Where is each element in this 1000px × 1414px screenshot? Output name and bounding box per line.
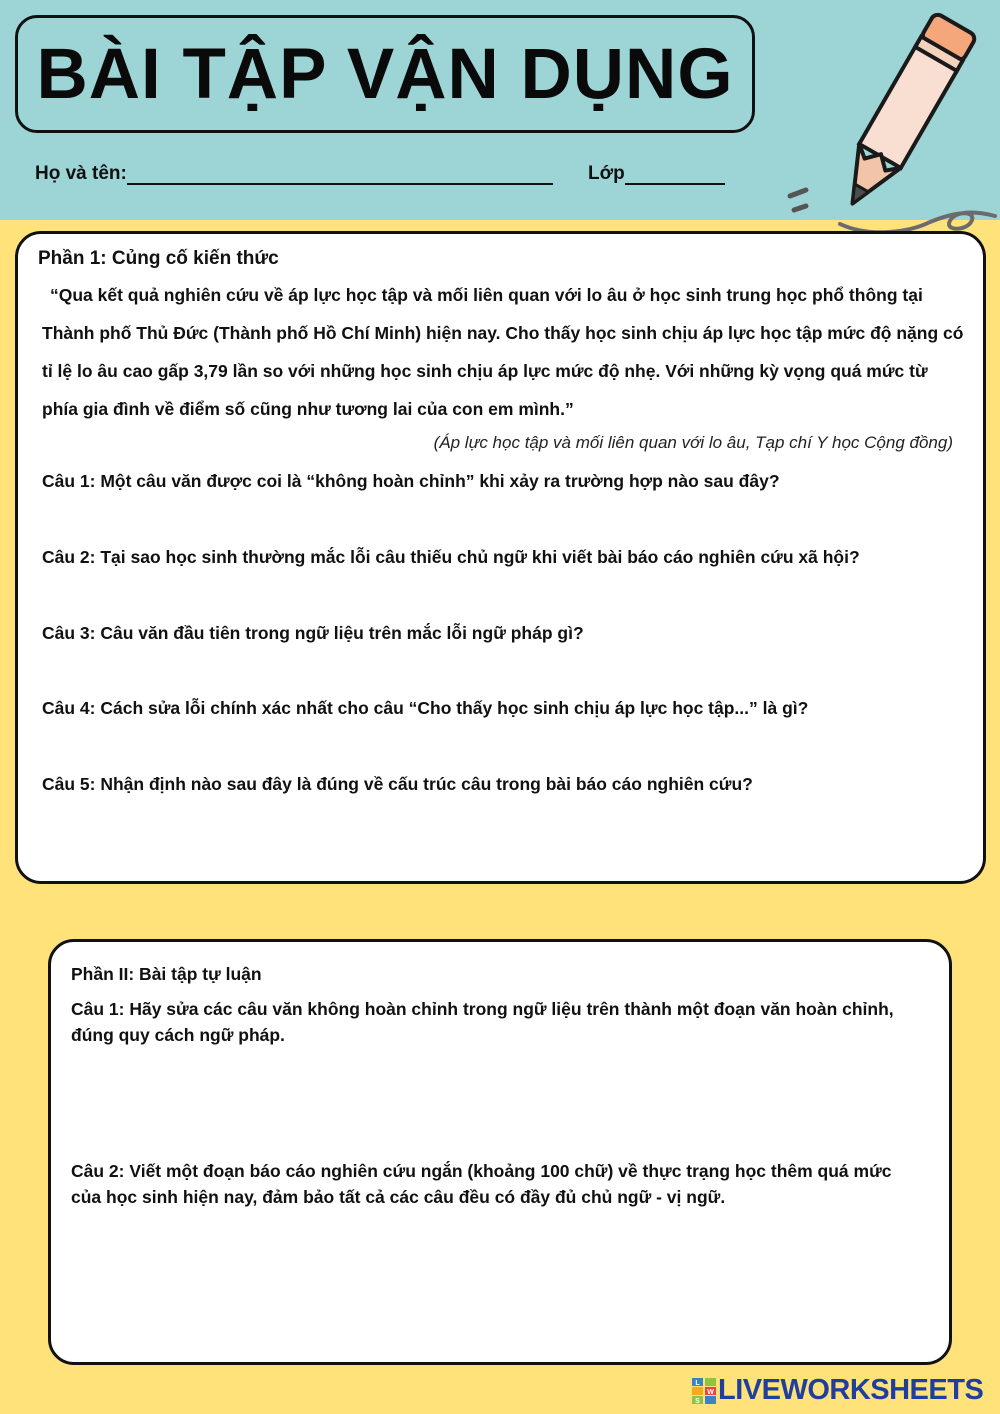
name-blank-line: [127, 165, 553, 185]
class-blank-line: [625, 165, 725, 185]
pencil-spark-2: [794, 206, 806, 210]
question-4: Câu 4: Cách sửa lỗi chính xác nhất cho câu “Cho thấy học sinh chịu áp lực học tập...” là gì?: [42, 698, 809, 718]
pencil-scribble: [840, 213, 995, 233]
class-label: Lớp: [588, 163, 625, 184]
part2-title: Phần II: Bài tập tự luận: [71, 964, 262, 984]
question-1: Câu 1: Một câu văn được coi là “không hoàn chỉnh” khi xảy ra trường hợp nào sau đây?: [42, 471, 780, 491]
pencil-icon: [780, 10, 1000, 245]
logo-letter-w: W: [707, 1388, 714, 1396]
part1-card: [15, 231, 986, 884]
title-box: [15, 15, 755, 133]
pencil-body: [832, 12, 977, 215]
logo-letter-s: S: [695, 1397, 700, 1404]
source-quote: “Qua kết quả nghiên cứu về áp lực học tập và mối liên quan với lo âu ở học sinh trung học phổ thông tại Thành phố Thủ Đức (Thành phố Hồ Chí Minh) hiện nay. Cho thấy học sinh chịu áp lực học tập mức độ nặng có tỉ lệ lo âu cao gấp 3,79 lần so với những học sinh chịu áp lực mức độ nhẹ. Với những kỳ vọng quá mức từ phía gia đình về điểm số cũng như tương lai của con em mình.”: [42, 285, 964, 419]
liveworksheets-brand: [692, 1374, 983, 1407]
question-3: Câu 3: Câu văn đầu tiên trong ngữ liệu trên mắc lỗi ngữ pháp gì?: [42, 623, 584, 643]
name-field-row: [35, 163, 553, 185]
part1-title: Phần 1: Củng cố kiến thức: [38, 248, 279, 269]
brand-text: LIVEWORKSHEETS: [718, 1374, 984, 1406]
logo-letter-l: L: [695, 1379, 700, 1387]
essay-question-2: Câu 2: Viết một đoạn báo cáo nghiên cứu ngắn (khoảng 100 chữ) về thực trạng học thêm quá mức của học sinh hiện nay, đảm bảo tất cả các câu đều có đầy đủ chủ ngữ - vị ngữ.: [71, 1161, 892, 1207]
class-field-row: [588, 163, 725, 185]
name-label: Họ và tên:: [35, 163, 127, 184]
part2-card: [48, 939, 952, 1365]
question-5: Câu 5: Nhận định nào sau đây là đúng về cấu trúc câu trong bài báo cáo nghiên cứu?: [42, 774, 753, 794]
question-2: Câu 2: Tại sao học sinh thường mắc lỗi câu thiếu chủ ngữ khi viết bài báo cáo nghiên cứu xã hội?: [42, 547, 860, 567]
quote-citation: (Áp lực học tập và mối liên quan với lo âu, Tạp chí Y học Cộng đồng): [433, 433, 953, 452]
page-title: BÀI TẬP VẬN DỤNG: [36, 34, 734, 114]
essay-question-1: Câu 1: Hãy sửa các câu văn không hoàn chỉnh trong ngữ liệu trên thành một đoạn văn hoàn chỉnh, đúng quy cách ngữ pháp.: [71, 999, 894, 1045]
liveworksheets-logo-icon: [692, 1378, 716, 1404]
pencil-spark-1: [790, 190, 806, 196]
